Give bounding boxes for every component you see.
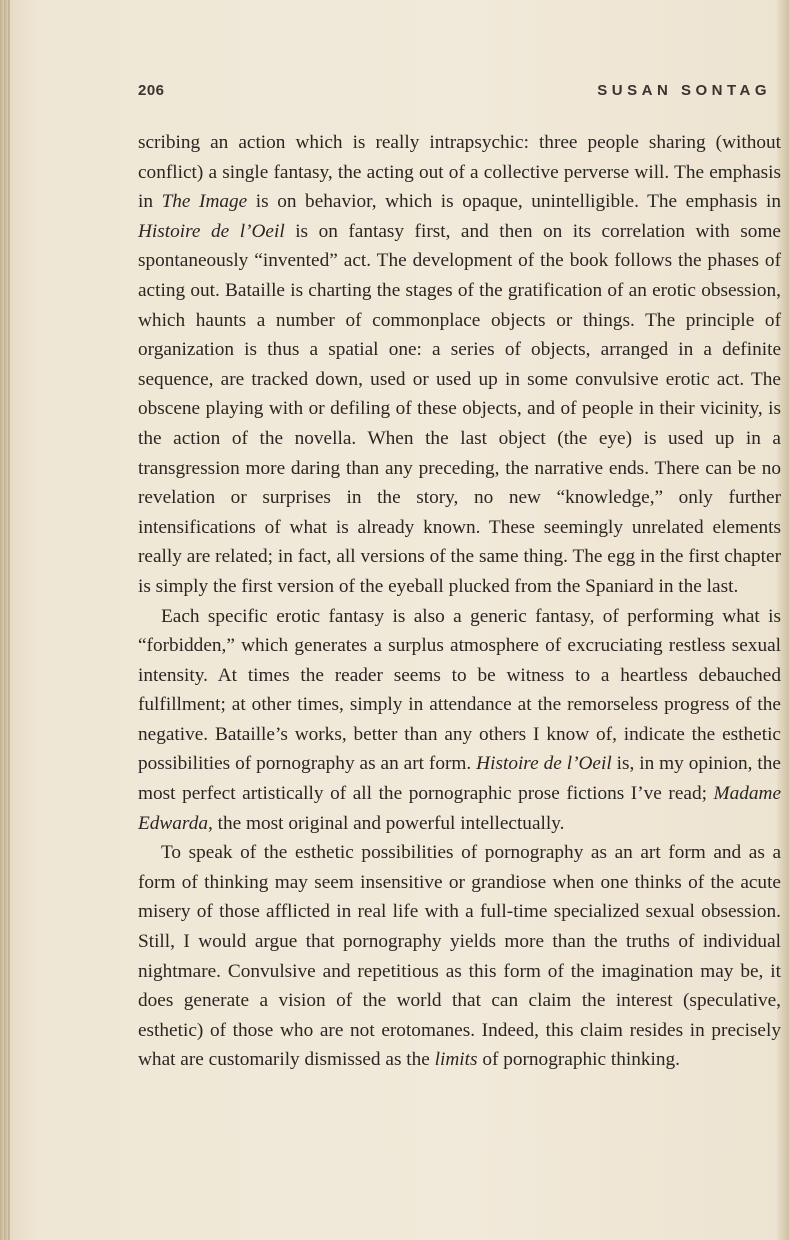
text-run: of pornographic thinking. [477,1049,680,1071]
running-head: SUSAN SONTAG [597,82,771,99]
text-run: the most original and powerful intellectually. [212,812,565,834]
paragraph-2 [138,602,781,839]
title-histoire-de-loeil: Histoire de l’Oeil [138,220,285,242]
page-number: 206 [138,82,165,99]
title-madame-edwarda: Madame Edwarda, [138,783,781,834]
emphasis-limits: limits [434,1049,478,1071]
text-run: To speak of the esthetic possibilities of pornography as an art form and as a form of thinking may seem insensitive or grandiose when one thinks of the acute misery of those afflicted in real life with a full-time specialized sexual obsession. Still, I would argue that pornography yields more than the truths of individual nightmare. Convulsive and repetitious as this form of the imagination may be, it does generate a vision of the world that can claim the interest (speculative, esthetic) of those who are not erotomanes. Indeed, this claim resides in precisely what are customarily dismissed as the [138,842,781,1071]
text-run: scribing an action which is really intrapsychic: three people sharing (without conflict) a single fantasy, the acting out of a collective perverse will. The emphasis in [138,132,781,213]
title-the-image: The Image [161,191,248,213]
text-run: Each specific erotic fantasy is also a generic fantasy, of performing what is “forbidden,” which generates a surplus atmosphere of excruciating restless sexual intensity. At times the reader seems to be witness to a heartless debauched fulfillment; at other times, simply in attendance at the remorseless progress of the negative. Bataille’s works, better than any others I know of, indicate the esthetic possibilities of pornography as an art form. [138,605,781,775]
paragraph-3 [138,838,781,1075]
text-run: is, in my opinion, the most perfect artistically of all the pornographic prose fictions I’ve read; [138,753,781,805]
paragraph-1 [138,128,781,602]
page-header [138,82,771,108]
title-histoire-de-loeil: Histoire de l’Oeil [476,753,612,775]
text-run: is on fantasy first, and then on its correlation with some spontaneously “invented” act. The development of the book follows the phases of acting out. Bataille is charting the stages of the gratification of an erotic obsession, which haunts a number of commonplace objects or things. The principle of organization is thus a spatial one: a series of objects, arranged in a definite sequence, are tracked down, used or used up in some convulsive erotic act. The obscene playing with or defiling of these objects, and of people in their vicinity, is the action of the novella. When the last object (the eye) is used up in a transgression more daring than any preceding, the narrative ends. There can be no revelation or surprises in the story, no new “knowledge,” only further intensifications of what is already known. These seemingly unrelated elements really are related; in fact, all versions of the same thing. The egg in the first chapter is simply the first version of the eyeball plucked from the Spaniard in the last. [138,220,781,597]
body-text [138,128,781,1075]
page-gutter [0,0,10,1240]
text-run: is on behavior, which is opaque, unintelligible. The emphasis in [247,191,781,213]
